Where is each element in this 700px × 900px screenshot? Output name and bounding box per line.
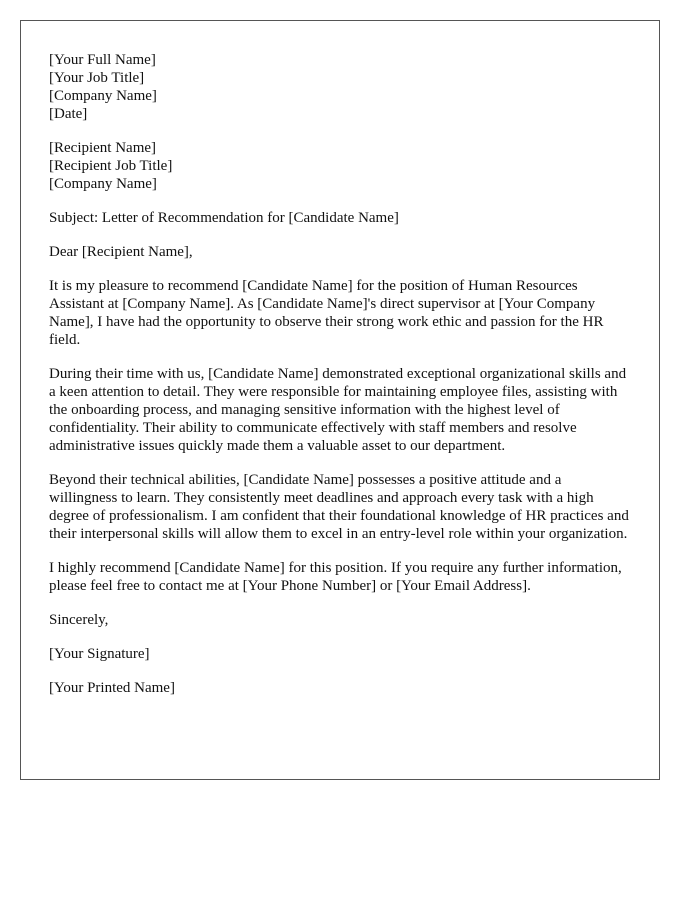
salutation: Dear [Recipient Name],	[49, 244, 193, 260]
letter-date: [Date]	[49, 106, 88, 122]
recipient-name: [Recipient Name]	[49, 140, 157, 156]
recipient-block	[49, 139, 631, 193]
body-paragraph-1: It is my pleasure to recommend [Candidate Name] for the position of Human Resources Assistant at [Company Name]. As [Candidate Name]'s direct supervisor at [Your Company Name], I have had the opportunity to observe their strong work ethic and passion for the HR field.	[49, 278, 604, 348]
body-paragraph-2: During their time with us, [Candidate Name] demonstrated exceptional organizational skills and a keen attention to detail. They were responsible for maintaining employee files, assisting with the onboarding process, and managing sensitive information with the highest level of confidentiality. Their ability to communicate effectively with staff members and resolve administrative issues quickly made them a valuable asset to our department.	[49, 366, 627, 454]
body-paragraph-3: Beyond their technical abilities, [Candidate Name] possesses a positive attitude and a willingness to learn. They consistently meet deadlines and approach every task with a high degree of professionalism. I am confident that their foundational knowledge of HR practices and their interpersonal skills will allow them to excel in an entry-level role within your organization.	[49, 472, 629, 542]
subject-line: Subject: Letter of Recommendation for [Candidate Name]	[49, 210, 399, 226]
sender-name: [Your Full Name]	[49, 52, 156, 68]
sender-block	[49, 51, 631, 123]
recipient-company: [Company Name]	[49, 176, 157, 192]
closing: Sincerely,	[49, 612, 109, 628]
sender-job-title: [Your Job Title]	[49, 70, 145, 86]
signature: [Your Signature]	[49, 646, 150, 662]
body-paragraph-4: I highly recommend [Candidate Name] for this position. If you require any further information, please feel free to contact me at [Your Phone Number] or [Your Email Address].	[49, 560, 622, 594]
sender-company: [Company Name]	[49, 88, 157, 104]
printed-name: [Your Printed Name]	[49, 680, 175, 696]
letter-page	[20, 20, 660, 780]
recipient-job-title: [Recipient Job Title]	[49, 158, 173, 174]
